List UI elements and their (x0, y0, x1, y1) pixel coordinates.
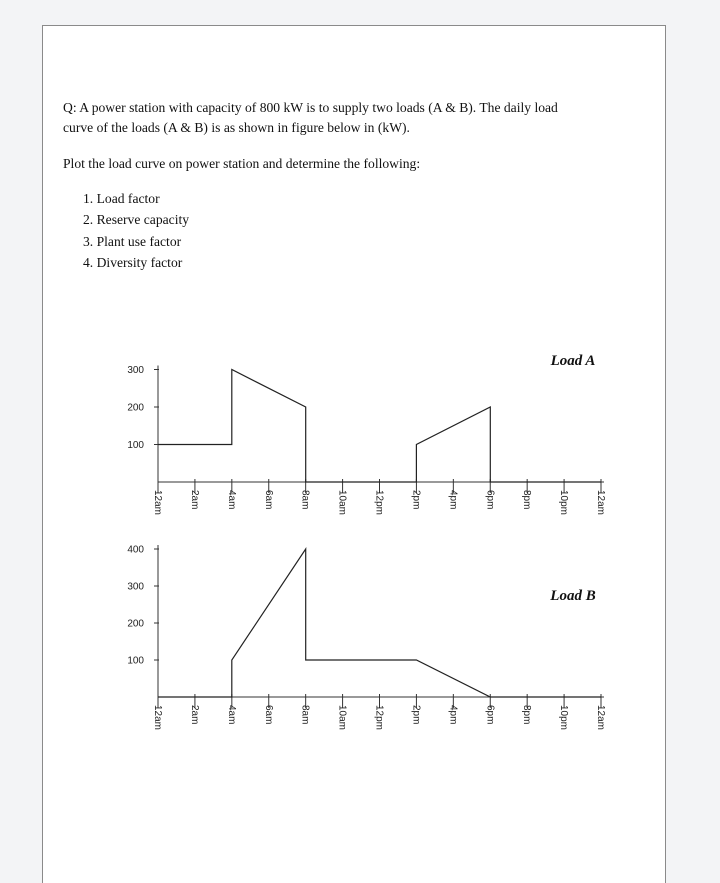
task-item: 4. Diversity factor (83, 254, 183, 270)
load-curve-line (158, 549, 601, 697)
x-tick-label: 2am (188, 490, 200, 510)
x-tick-label: 8pm (521, 490, 533, 510)
task-item: 1. Load factor (83, 191, 160, 206)
chart-load-b (127, 545, 606, 731)
load-curve-line (158, 370, 601, 483)
x-tick-label: 10pm (558, 490, 570, 516)
x-tick-label: 2pm (410, 705, 422, 725)
task-item: 3. Plant use factor (83, 233, 182, 249)
x-tick-label: 8pm (521, 705, 533, 725)
x-tick-label: 2am (188, 705, 200, 725)
x-tick-label: 12am (595, 490, 606, 516)
x-tick-label: 6am (262, 490, 274, 510)
x-tick-label: 10pm (558, 705, 570, 731)
x-tick-label: 10am (336, 705, 348, 731)
x-tick-label: 4pm (447, 705, 459, 725)
y-tick-label: 100 (127, 655, 144, 667)
chart-title: Load B (550, 588, 596, 604)
question-line-2: curve of the loads (A & B) is as shown in figure below in (kW). (63, 120, 410, 135)
x-tick-label: 12pm (373, 705, 385, 731)
x-tick-label: 4am (225, 490, 237, 510)
question-line-1: Q: A power station with capacity of 800 kW is to supply two loads (A & B). The daily load (63, 100, 558, 115)
y-tick-label: 100 (127, 440, 144, 451)
y-tick-label: 300 (127, 365, 144, 376)
x-tick-label: 6pm (484, 490, 496, 510)
y-tick-label: 200 (127, 618, 144, 630)
x-tick-label: 12am (152, 490, 163, 516)
x-tick-label: 2pm (410, 490, 422, 510)
x-tick-label: 4pm (447, 490, 459, 510)
task-item: 2. Reserve capacity (83, 212, 190, 228)
x-tick-label: 12am (152, 705, 163, 731)
y-tick-label: 300 (127, 581, 144, 593)
x-tick-label: 8am (299, 705, 311, 725)
y-tick-label: 400 (127, 544, 144, 556)
x-tick-label: 10am (336, 490, 348, 516)
x-tick-label: 6pm (484, 705, 496, 725)
chart-load-a (127, 353, 606, 515)
x-tick-label: 6am (262, 705, 274, 725)
instruction-text: Plot the load curve on power station and determine the following: (63, 156, 421, 171)
y-tick-label: 200 (127, 402, 144, 414)
x-tick-label: 8am (299, 490, 311, 510)
chart-title: Load A (550, 353, 596, 369)
x-tick-label: 12pm (373, 490, 385, 516)
x-tick-label: 4am (225, 705, 237, 725)
x-tick-label: 12am (595, 705, 606, 731)
